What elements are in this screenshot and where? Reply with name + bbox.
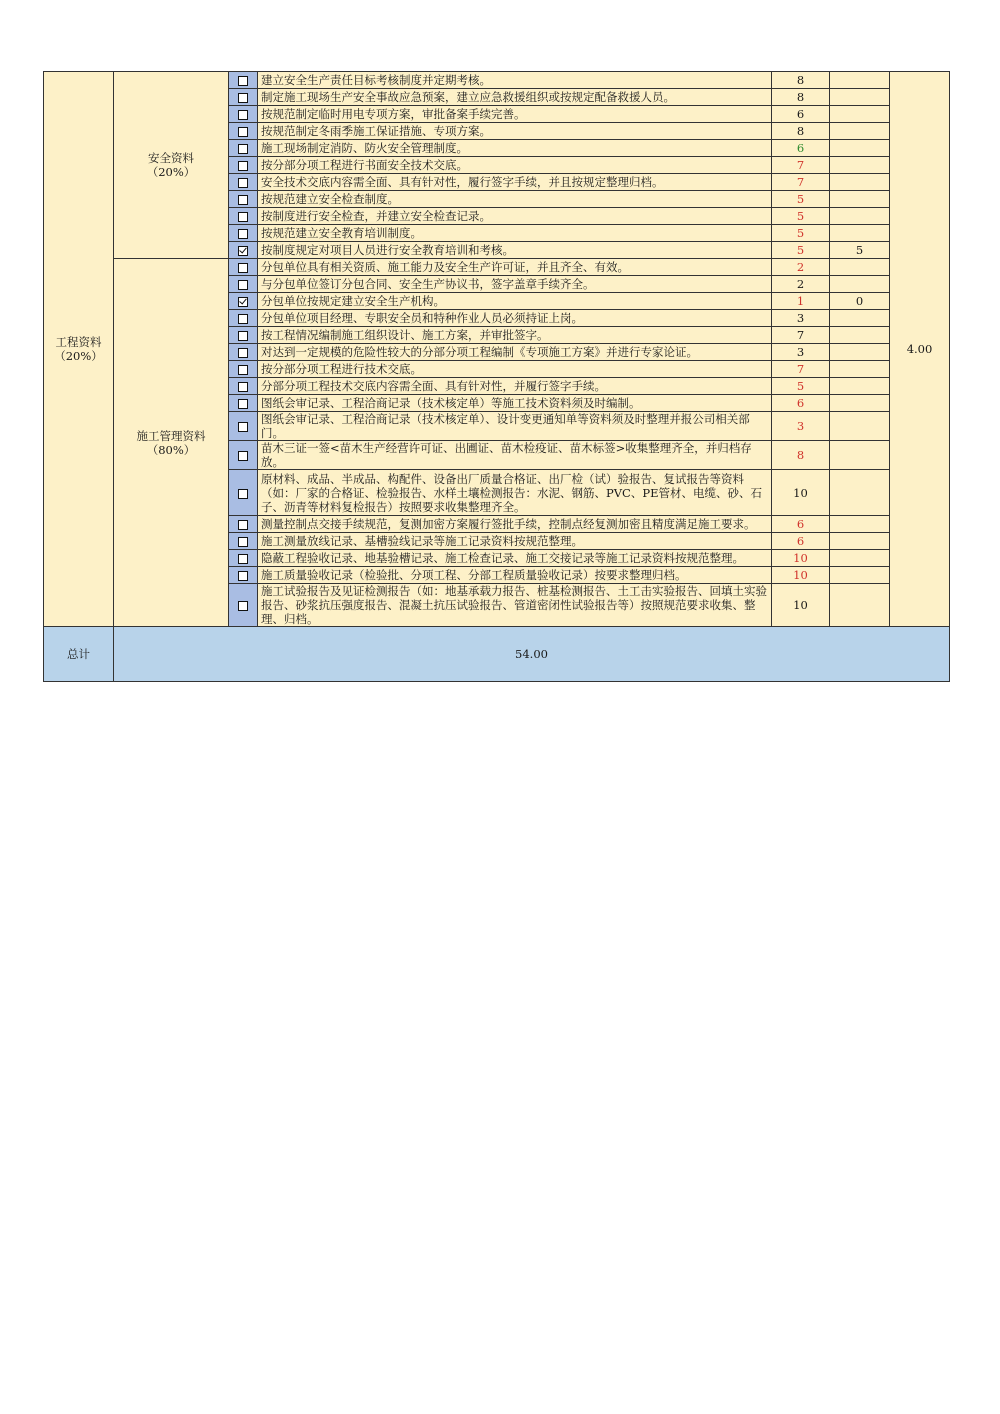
checkbox-cell xyxy=(229,344,258,361)
checkbox-cell xyxy=(229,361,258,378)
category-weight: （20%） xyxy=(54,349,103,363)
item-score: 5 xyxy=(772,191,830,208)
item-awarded-score xyxy=(830,567,890,584)
item-text: 按分部分项工程进行技术交底。 xyxy=(258,361,772,378)
item-text: 建立安全生产责任目标考核制度并定期考核。 xyxy=(258,72,772,89)
item-awarded-score xyxy=(830,310,890,327)
item-awarded-score xyxy=(830,533,890,550)
checkbox[interactable] xyxy=(238,110,248,120)
checkbox-cell xyxy=(229,327,258,344)
item-text: 分包单位项目经理、专职安全员和特种作业人员必须持证上岗。 xyxy=(258,310,772,327)
checkbox-cell xyxy=(229,123,258,140)
item-text: 按分部分项工程进行书面安全技术交底。 xyxy=(258,157,772,174)
item-awarded-score xyxy=(830,584,890,627)
checkbox[interactable] xyxy=(238,422,248,432)
checkbox-cell xyxy=(229,470,258,516)
item-awarded-score: 5 xyxy=(830,242,890,259)
checkbox-cell xyxy=(229,191,258,208)
item-awarded-score xyxy=(830,208,890,225)
checkbox-cell xyxy=(229,533,258,550)
item-score: 5 xyxy=(772,208,830,225)
checkbox-cell xyxy=(229,378,258,395)
item-text: 制定施工现场生产安全事故应急预案，建立应急救援组织或按规定配备救援人员。 xyxy=(258,89,772,106)
item-awarded-score xyxy=(830,157,890,174)
category-name: 工程资料 xyxy=(55,335,102,349)
checkbox[interactable] xyxy=(238,314,248,324)
item-text: 安全技术交底内容需全面、具有针对性，履行签字手续，并且按规定整理归档。 xyxy=(258,174,772,191)
item-score: 10 xyxy=(772,567,830,584)
item-awarded-score xyxy=(830,276,890,293)
checkbox-cell xyxy=(229,89,258,106)
item-awarded-score xyxy=(830,470,890,516)
checkbox-cell xyxy=(229,412,258,441)
item-text: 施工测量放线记录、基槽验线记录等施工记录资料按规范整理。 xyxy=(258,533,772,550)
checkbox[interactable] xyxy=(238,144,248,154)
item-awarded-score xyxy=(830,174,890,191)
item-score: 3 xyxy=(772,412,830,441)
item-text: 图纸会审记录、工程洽商记录（技术核定单）、设计变更通知单等资料须及时整理并报公司相关部门。 xyxy=(258,412,772,441)
section-cell xyxy=(114,259,229,627)
item-awarded-score xyxy=(830,123,890,140)
item-score: 7 xyxy=(772,327,830,344)
checkbox[interactable] xyxy=(238,382,248,392)
item-score: 10 xyxy=(772,584,830,627)
item-awarded-score xyxy=(830,550,890,567)
checkbox[interactable] xyxy=(238,127,248,137)
item-text: 测量控制点交接手续规范，复测加密方案履行签批手续，控制点经复测加密且精度满足施工要求。 xyxy=(258,516,772,533)
item-awarded-score xyxy=(830,259,890,276)
checkbox-cell xyxy=(229,174,258,191)
table-row xyxy=(44,72,950,89)
item-score: 3 xyxy=(772,310,830,327)
checkbox-cell xyxy=(229,259,258,276)
checked-checkbox[interactable] xyxy=(238,246,248,256)
item-score: 7 xyxy=(772,157,830,174)
checkbox-cell xyxy=(229,208,258,225)
item-score: 3 xyxy=(772,344,830,361)
item-text: 按规范建立安全检查制度。 xyxy=(258,191,772,208)
item-text: 施工现场制定消防、防火安全管理制度。 xyxy=(258,140,772,157)
checkbox-cell xyxy=(229,157,258,174)
item-awarded-score xyxy=(830,89,890,106)
item-score: 2 xyxy=(772,276,830,293)
checkbox-cell xyxy=(229,441,258,470)
item-score: 2 xyxy=(772,259,830,276)
item-score: 6 xyxy=(772,533,830,550)
checkbox[interactable] xyxy=(238,554,248,564)
total-label: 总计 xyxy=(44,627,114,682)
item-awarded-score xyxy=(830,395,890,412)
checkbox[interactable] xyxy=(238,178,248,188)
checkbox-cell xyxy=(229,72,258,89)
category-final-score: 4.00 xyxy=(890,72,950,627)
item-awarded-score xyxy=(830,516,890,533)
item-text: 分包单位具有相关资质、施工能力及安全生产许可证，并且齐全、有效。 xyxy=(258,259,772,276)
checkbox-cell xyxy=(229,106,258,123)
item-score: 1 xyxy=(772,293,830,310)
checkbox-cell xyxy=(229,395,258,412)
item-awarded-score xyxy=(830,441,890,470)
item-score: 10 xyxy=(772,550,830,567)
checkbox-cell xyxy=(229,293,258,310)
item-awarded-score xyxy=(830,106,890,123)
item-score: 8 xyxy=(772,123,830,140)
section-cell xyxy=(114,72,229,259)
checkbox-cell xyxy=(229,550,258,567)
item-text: 按规范制定冬雨季施工保证措施、专项方案。 xyxy=(258,123,772,140)
checkbox[interactable] xyxy=(238,348,248,358)
item-text: 苗木三证一签<苗木生产经营许可证、出圃证、苗木检疫证、苗木标签>收集整理齐全，并归档存放。 xyxy=(258,441,772,470)
item-text: 按制度规定对项目人员进行安全教育培训和考核。 xyxy=(258,242,772,259)
checkbox-cell xyxy=(229,276,258,293)
checkbox[interactable] xyxy=(238,451,248,461)
item-score: 6 xyxy=(772,140,830,157)
item-score: 8 xyxy=(772,72,830,89)
item-awarded-score xyxy=(830,191,890,208)
category-cell xyxy=(44,72,114,627)
section-weight: （80%） xyxy=(146,442,196,457)
item-awarded-score xyxy=(830,361,890,378)
item-awarded-score xyxy=(830,72,890,89)
item-score: 6 xyxy=(772,106,830,123)
item-score: 7 xyxy=(772,361,830,378)
section-weight: （20%） xyxy=(146,165,196,179)
item-score: 5 xyxy=(772,378,830,395)
checked-checkbox[interactable] xyxy=(238,297,248,307)
checkbox[interactable] xyxy=(238,263,248,273)
total-value: 54.00 xyxy=(114,627,950,682)
item-awarded-score: 0 xyxy=(830,293,890,310)
checkbox-cell xyxy=(229,567,258,584)
item-score: 10 xyxy=(772,470,830,516)
checkbox[interactable] xyxy=(238,571,248,581)
item-text: 对达到一定规模的危险性较大的分部分项工程编制《专项施工方案》并进行专家论证。 xyxy=(258,344,772,361)
checkbox[interactable] xyxy=(238,365,248,375)
checkbox-cell xyxy=(229,584,258,627)
checkbox[interactable] xyxy=(238,601,248,611)
item-text: 图纸会审记录、工程洽商记录（技术核定单）等施工技术资料须及时编制。 xyxy=(258,395,772,412)
item-score: 6 xyxy=(772,516,830,533)
checkbox[interactable] xyxy=(238,489,248,499)
item-score: 5 xyxy=(772,225,830,242)
item-awarded-score xyxy=(830,344,890,361)
checkbox-cell xyxy=(229,140,258,157)
item-score: 7 xyxy=(772,174,830,191)
checkbox[interactable] xyxy=(238,195,248,205)
item-text: 隐蔽工程验收记录、地基验槽记录、施工检查记录、施工交接记录等施工记录资料按规范整理。 xyxy=(258,550,772,567)
item-score: 8 xyxy=(772,89,830,106)
checkbox[interactable] xyxy=(238,161,248,171)
item-text: 原材料、成品、半成品、构配件、设备出厂质量合格证、出厂检（试）验报告、复试报告等资料（如：厂家的合格证、检验报告、水样土壤检测报告：水泥、钢筋、PVC、PE管材、电缆、砂、石子、沥青等材料复检报告）按照要求收集整理齐全。 xyxy=(258,470,772,516)
item-awarded-score xyxy=(830,140,890,157)
item-score: 6 xyxy=(772,395,830,412)
checkbox[interactable] xyxy=(238,229,248,239)
item-text: 按制度进行安全检查，并建立安全检查记录。 xyxy=(258,208,772,225)
checkbox-cell xyxy=(229,516,258,533)
item-text: 按工程情况编制施工组织设计、施工方案，并审批签字。 xyxy=(258,327,772,344)
item-text: 按规范制定临时用电专项方案，审批备案手续完善。 xyxy=(258,106,772,123)
item-awarded-score xyxy=(830,327,890,344)
checkbox[interactable] xyxy=(238,537,248,547)
section-name: 施工管理资料 xyxy=(136,428,206,443)
item-text: 分部分项工程技术交底内容需全面、具有针对性，并履行签字手续。 xyxy=(258,378,772,395)
checkbox[interactable] xyxy=(238,331,248,341)
checkbox-cell xyxy=(229,242,258,259)
item-score: 8 xyxy=(772,441,830,470)
item-text: 按规范建立安全教育培训制度。 xyxy=(258,225,772,242)
item-awarded-score xyxy=(830,225,890,242)
checkbox[interactable] xyxy=(238,280,248,290)
item-awarded-score xyxy=(830,412,890,441)
checkbox[interactable] xyxy=(238,76,248,86)
item-text: 与分包单位签订分包合同、安全生产协议书，签字盖章手续齐全。 xyxy=(258,276,772,293)
item-text: 施工质量验收记录（检验批、分项工程、分部工程质量验收记录）按要求整理归档。 xyxy=(258,567,772,584)
checkbox[interactable] xyxy=(238,520,248,530)
section-name: 安全资料 xyxy=(148,151,194,165)
checkbox[interactable] xyxy=(238,212,248,222)
checkbox[interactable] xyxy=(238,93,248,103)
checkbox-cell xyxy=(229,225,258,242)
item-text: 分包单位按规定建立安全生产机构。 xyxy=(258,293,772,310)
checkbox[interactable] xyxy=(238,399,248,409)
scoring-table xyxy=(43,71,950,682)
item-awarded-score xyxy=(830,378,890,395)
item-text: 施工试验报告及见证检测报告（如：地基承载力报告、桩基检测报告、土工击实验报告、回填土实验报告、砂浆抗压强度报告、混凝土抗压试验报告、管道密闭性试验报告等）按照规范要求收集、整理、归档。 xyxy=(258,584,772,627)
checkbox-cell xyxy=(229,310,258,327)
item-score: 5 xyxy=(772,242,830,259)
table-row xyxy=(44,259,950,276)
